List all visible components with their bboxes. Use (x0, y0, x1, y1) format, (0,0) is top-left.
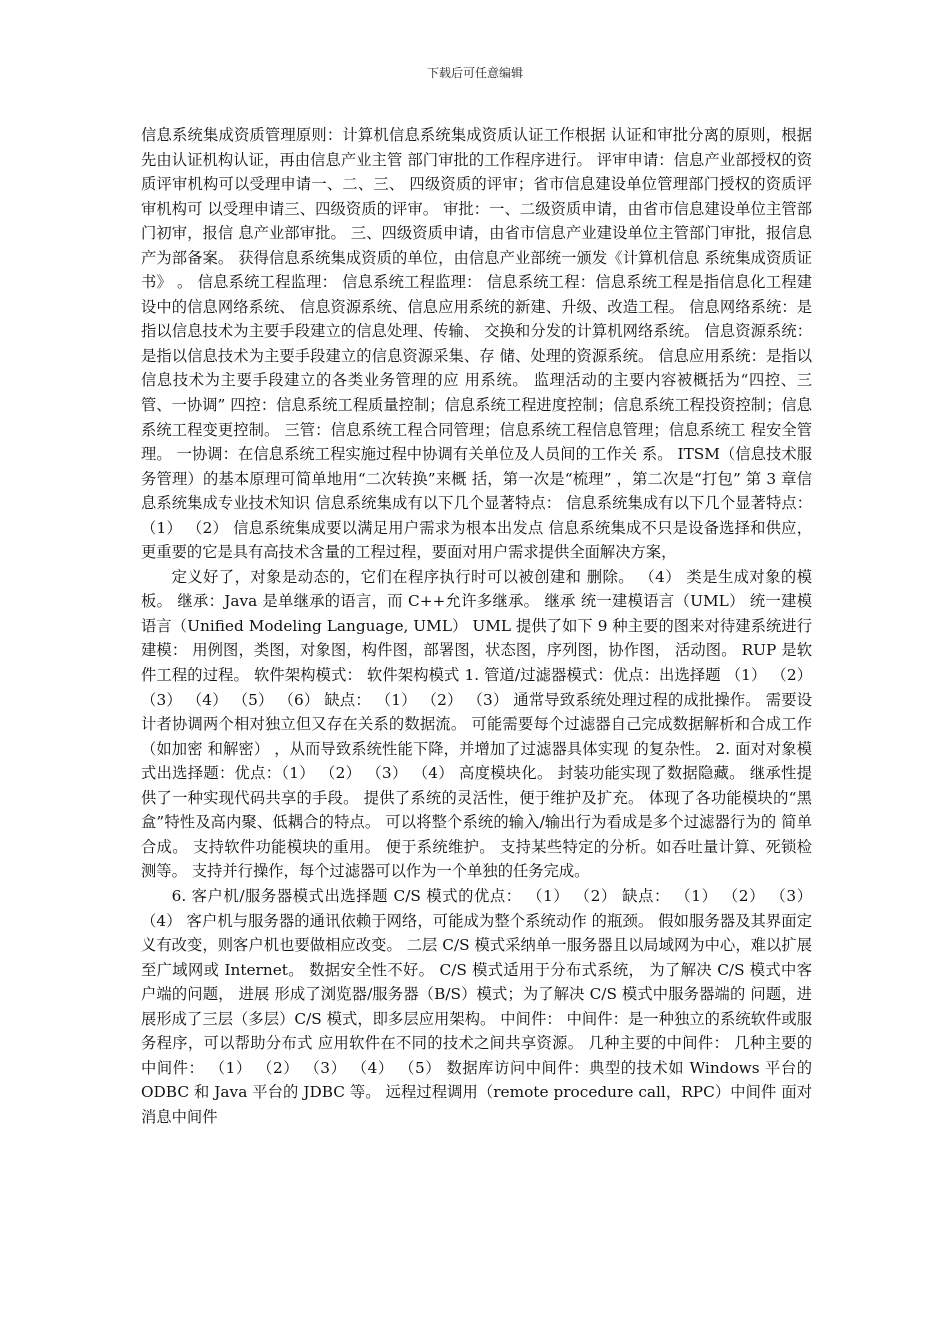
document-body (141, 123, 812, 1129)
paragraph-1: 信息系统集成资质管理原则：计算机信息系统集成资质认证工作根据 认证和审批分离的原则，根据先由认证机构认证，再由信息产业主管 部门审批的工作程序进行。 评审申请：信息产业部授权的资质评审机构可以受理申请一、二、三、 四级资质的评审；省市信息建设单位管理部门授权的资质评审机构可 以受理申请三、四级资质的评审。 审批：一、二级资质申请，由省市信息建设单位主管部门初审，报信 息产业部审批。 三、四级资质申请，由省市信息产业建设单位主管部门审批，报信息 产为部备案。 获得信息系统集成资质的单位，由信息产业部统一颁发《计算机信息 系统集成资质证书》 。 信息系统工程监理： 信息系统工程监理： 信息系统工程：信息系统工程是指信息化工程建设中的信息网络系统、 信息资源系统、信息应用系统的新建、升级、改造工程。 信息网络系统：是指以信息技术为主要手段建立的信息处理、传输、 交换和分发的计算机网络系统。 信息资源系统：是指以信息技术为主要手段建立的信息资源采集、存 储、处理的资源系统。 信息应用系统：是指以信息技术为主要手段建立的各类业务管理的应 用系统。 监理活动的主要内容被概括为“四控、三管、一协调” 四控：信息系统工程质量控制；信息系统工程进度控制；信息系统工程投资控制；信息系统工程变更控制。 三管：信息系统工程合同管理；信息系统工程信息管理；信息系统工 程安全管理。 一协调：在信息系统工程实施过程中协调有关单位及人员间的工作关 系。 ITSM（信息技术服务管理）的基本原理可简单地用“二次转换”来概 括，第一次是“梳理” ，第二次是“打包” 第 3 章信息系统集成专业技术知识 信息系统集成有以下几个显著特点： 信息系统集成有以下几个显著特点： （1） （2） 信息系统集成要以满足用户需求为根本出发点 信息系统集成不只是设备选择和供应，更重要的它是具有高技术含量的工程过程，要面对用户需求提供全面解决方案， (141, 126, 812, 562)
paragraph-3: 6. 客户机/服务器模式出选择题 C/S 模式的优点： （1） （2） 缺点： （1） （2） （3） （4） 客户机与服务器的通讯依赖于网络，可能成为整个系统动作 的瓶颈。 假如服务器及其界面定义有改变，则客户机也要做相应改变。 二层 C/S 模式采纳单一服务器且以局域网为中心，难以扩展 至广域网或 Internet。 数据安全性不好。 C/S 模式适用于分布式系统， 为了解决 C/S 模式中客户端的问题， 进展 形成了浏览器/服务器（B/S）模式；为了解决 C/S 模式中服务器端的 问题，进展形成了三层（多层）C/S 模式，即多层应用架构。 中间件： 中间件：是一种独立的系统软件或服务程序，可以帮助分布式 应用软件在不同的技术之间共享资源。 几种主要的中间件： 几种主要的中间件： （1） （2） （3） （4） （5） 数据库访问中间件：典型的技术如 Windows 平台的 ODBC 和 Java 平台的 JDBC 等。 远程过程调用（remote procedure call，RPC）中间件 面对消息中间件 (141, 886, 812, 1126)
paragraph-2: 定义好了，对象是动态的，它们在程序执行时可以被创建和 删除。 （4） 类是生成对象的模板。 继承：Java 是单继承的语言，而 C++允许多继承。 继承 统一建模语言（UML） 统一建模语言（Unified Modeling Language, UML） UML 提供了如下 9 种主要的图来对待建系统进行建模： 用例图，类图，对象图，构件图，部署图，状态图，序列图，协作图， 活动图。 RUP 是软件工程的过程。 软件架构模式： 软件架构模式 1. 管道/过滤器模式：优点：出选择题 （1） （2） （3） （4） （5） （6） 缺点： （1） （2） （3） 通常导致系统处理过程的成批操作。 需要设计者协调两个相对独立但又存在关系的数据流。 可能需要每个过滤器自己完成数据解析和合成工作（如加密 和解密） ，从而导致系统性能下降，并增加了过滤器具体实现 的复杂性。 2. 面对对象模式出选择题：优点：（1） （2） （3） （4） 高度模块化。 封装功能实现了数据隐藏。 继承性提供了一种实现代码共享的手段。 提供了系统的灵活性，便于维护及扩充。 体现了各功能模块的“黑盒”特性及高内聚、低耦合的特点。 可以将整个系统的输入/输出行为看成是多个过滤器行为的 简单合成。 支持软件功能模块的重用。 便于系统维护。 支持某些特定的分析。如吞吐量计算、死锁检测等。 支持并行操作，每个过滤器可以作为一个单独的任务完成。 (141, 567, 812, 881)
page-header: 下载后可任意编辑 (426, 66, 523, 80)
